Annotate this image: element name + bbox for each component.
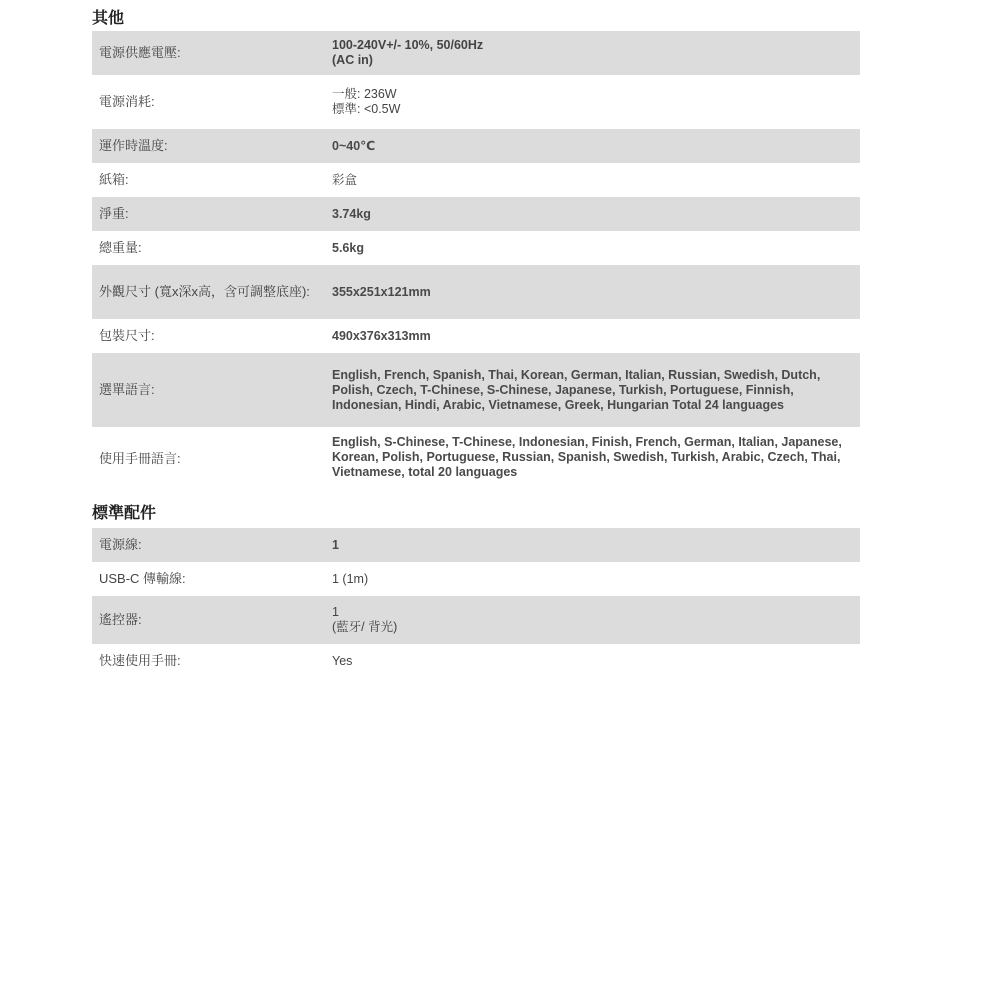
table-row: [92, 427, 860, 489]
table-row: [92, 528, 860, 562]
spec-label: 快速使用手冊:: [99, 653, 181, 668]
spec-value: 5.6kg: [332, 240, 364, 255]
section-other: [92, 8, 860, 489]
spec-label: 運作時溫度:: [99, 138, 168, 153]
spec-value: 一般: 236W 標準: <0.5W: [332, 87, 401, 116]
table-row: [92, 129, 860, 163]
table-row: [92, 31, 860, 75]
spec-value: 0~40℃: [332, 138, 376, 153]
section-title: 其他: [92, 10, 125, 27]
spec-value: 1: [332, 537, 339, 552]
table-row: [92, 75, 860, 129]
table-row: [92, 596, 860, 644]
spec-table: [92, 31, 860, 489]
spec-label: 電源供應電壓:: [99, 45, 181, 60]
spec-value: 3.74kg: [332, 206, 371, 221]
table-row: [92, 319, 860, 353]
spec-value: 355x251x121mm: [332, 284, 431, 299]
spec-label: 總重量:: [99, 240, 142, 255]
spec-value: English, S-Chinese, T-Chinese, Indonesian, Finish, French, German, Italian, Japanese, Korean, Polish, Portuguese, Russian, Spanish, Swedish, Turkish, Arabic, Czech, Thai, Vietnamese, total 20 languages: [332, 435, 842, 479]
spec-value: 100-240V+/- 10%, 50/60Hz (AC in): [332, 38, 484, 67]
spec-value: 1 (藍牙/ 背光): [332, 605, 398, 634]
table-row: [92, 163, 860, 197]
spec-label: 紙箱:: [99, 172, 129, 187]
spec-value: 彩盒: [332, 172, 358, 187]
spec-value: English, French, Spanish, Thai, Korean, German, Italian, Russian, Swedish, Dutch, Polish, Czech, T-Chinese, S-Chinese, Japanese, Turkish, Portuguese, Finnish, Indonesian, Hindi, Arabic, Vietnamese, Greek, Hungarian Total 24 languages: [332, 367, 821, 412]
table-row: [92, 353, 860, 427]
table-row: [92, 562, 860, 596]
spec-table: [92, 528, 860, 678]
table-row: [92, 231, 860, 265]
spec-value: Yes: [332, 653, 353, 668]
section-standard-accessories: [92, 503, 860, 678]
spec-label: 遙控器:: [99, 612, 142, 627]
spec-label: 外觀尺寸 (寬x深x高，含可調整底座):: [99, 284, 310, 299]
table-row: [92, 197, 860, 231]
spec-label: 選單語言:: [99, 382, 155, 397]
spec-label: 使用手冊語言:: [99, 451, 181, 466]
spec-value: 490x376x313mm: [332, 328, 431, 343]
spec-label: 包裝尺寸:: [99, 328, 155, 343]
table-row: [92, 265, 860, 319]
spec-label: 電源消耗:: [99, 94, 155, 109]
spec-value: 1 (1m): [332, 571, 369, 586]
section-title: 標準配件: [92, 505, 157, 522]
spec-label: 電源線:: [99, 537, 142, 552]
spec-label: USB-C 傳輸線:: [99, 571, 186, 586]
spec-label: 淨重:: [99, 206, 129, 221]
table-row: [92, 644, 860, 678]
